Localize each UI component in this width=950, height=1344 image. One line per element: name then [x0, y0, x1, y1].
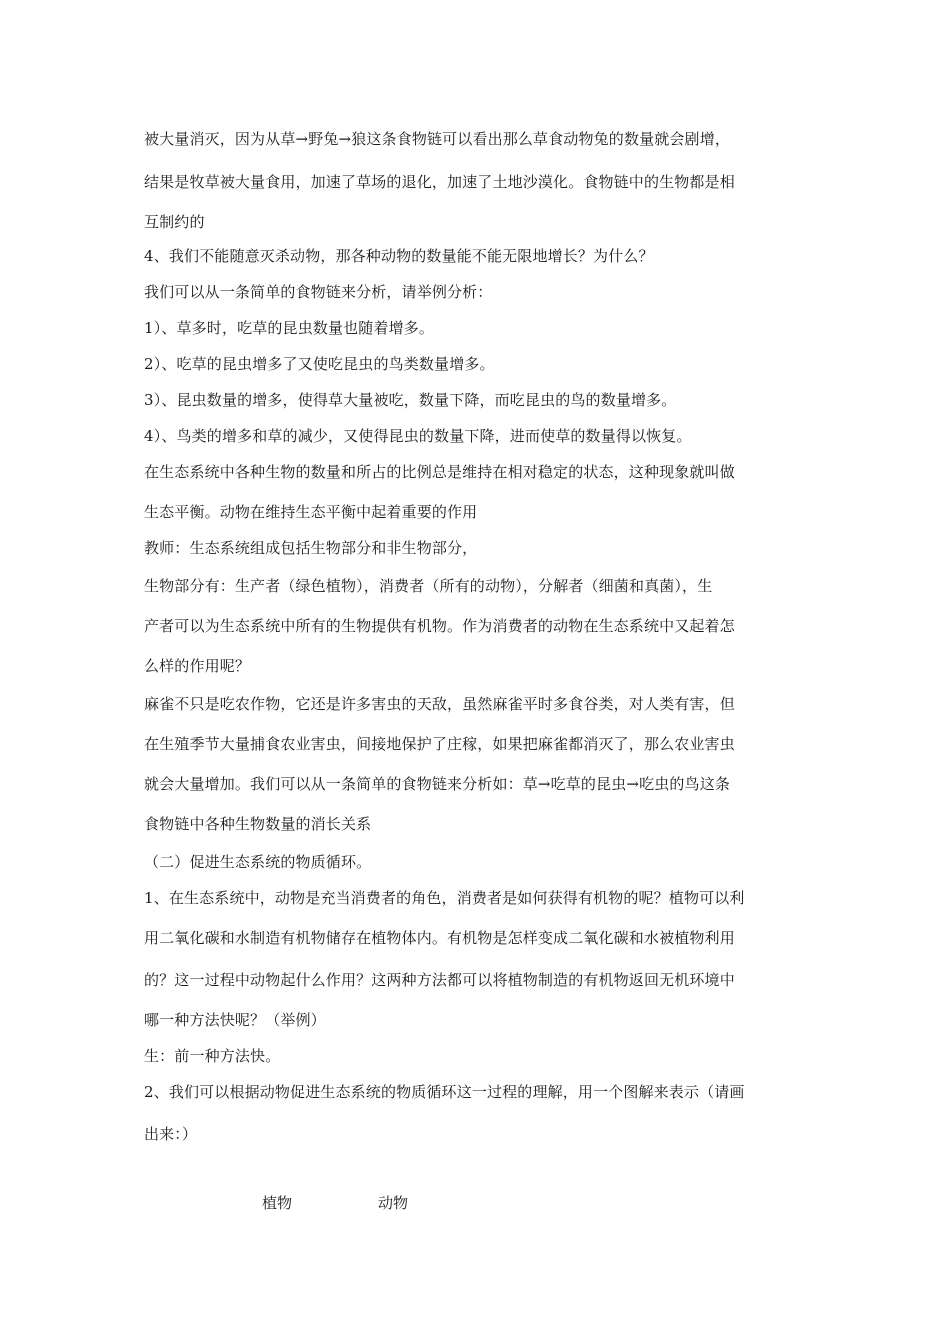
- text-line: 麻雀不只是吃农作物，它还是许多害虫的天敌，虽然麻雀平时多食谷类，对人类有害，但: [144, 695, 735, 713]
- text-line: 出来：）: [144, 1125, 198, 1143]
- text-line: 哪一种方法快呢？（举例）: [144, 1011, 326, 1029]
- text-line: 互制约的: [144, 213, 205, 231]
- text-line: 1、在生态系统中，动物是充当消费者的角色，消费者是如何获得有机物的呢？植物可以利: [144, 889, 745, 907]
- text-line: 4）、鸟类的增多和草的减少，又使得昆虫的数量下降，进而使草的数量得以恢复。: [144, 427, 692, 445]
- text-line: 我们可以从一条简单的食物链来分析，请举例分析：: [144, 283, 493, 301]
- text-line: 1）、草多时，吃草的昆虫数量也随着增多。: [144, 319, 435, 337]
- text-line: 生态平衡。动物在维持生态平衡中起着重要的作用: [144, 503, 478, 521]
- text-line: 么样的作用呢？: [144, 657, 251, 675]
- diagram-label-animal: 动物: [378, 1194, 409, 1212]
- text-line: 就会大量增加。我们可以从一条简单的食物链来分析如：草→吃草的昆虫→吃虫的鸟这条: [144, 775, 730, 793]
- text-line: 生物部分有：生产者（绿色植物），消费者（所有的动物），分解者（细菌和真菌），生: [144, 577, 713, 595]
- text-line: 产者可以为生态系统中所有的生物提供有机物。作为消费者的动物在生态系统中又起着怎: [144, 617, 735, 635]
- text-line: 在生殖季节大量捕食农业害虫，间接地保护了庄稼，如果把麻雀都消灭了，那么农业害虫: [144, 735, 735, 753]
- text-line: 结果是牧草被大量食用，加速了草场的退化，加速了土地沙漠化。食物链中的生物都是相: [144, 173, 735, 191]
- text-line: 2）、吃草的昆虫增多了又使吃昆虫的鸟类数量增多。: [144, 355, 495, 373]
- text-line: 4、我们不能随意灭杀动物，那各种动物的数量能不能无限地增长？为什么？: [144, 247, 654, 265]
- text-line: 在生态系统中各种生物的数量和所占的比例总是维持在相对稳定的状态，这种现象就叫做: [144, 463, 735, 481]
- text-line: 用二氧化碳和水制造有机物储存在植物体内。有机物是怎样变成二氧化碳和水被植物利用: [144, 929, 735, 947]
- text-line: 教师：生态系统组成包括生物部分和非生物部分，: [144, 539, 478, 557]
- text-line: 的？这一过程中动物起什么作用？这两种方法都可以将植物制造的有机物返回无机环境中: [144, 971, 735, 989]
- text-line: 生：前一种方法快。: [144, 1047, 281, 1065]
- text-line: 3）、昆虫数量的增多，使得草大量被吃，数量下降，而吃昆虫的鸟的数量增多。: [144, 391, 677, 409]
- text-line: 被大量消灭，因为从草→野兔→狼这条食物链可以看出那么草食动物兔的数量就会剧增，: [144, 130, 730, 148]
- text-line: 2、我们可以根据动物促进生态系统的物质循环这一过程的理解，用一个图解来表示（请画: [144, 1083, 745, 1101]
- text-line: 食物链中各种生物数量的消长关系: [144, 815, 372, 833]
- diagram-label-plant: 植物: [262, 1194, 293, 1212]
- text-line: （二）促进生态系统的物质循环。: [144, 853, 372, 871]
